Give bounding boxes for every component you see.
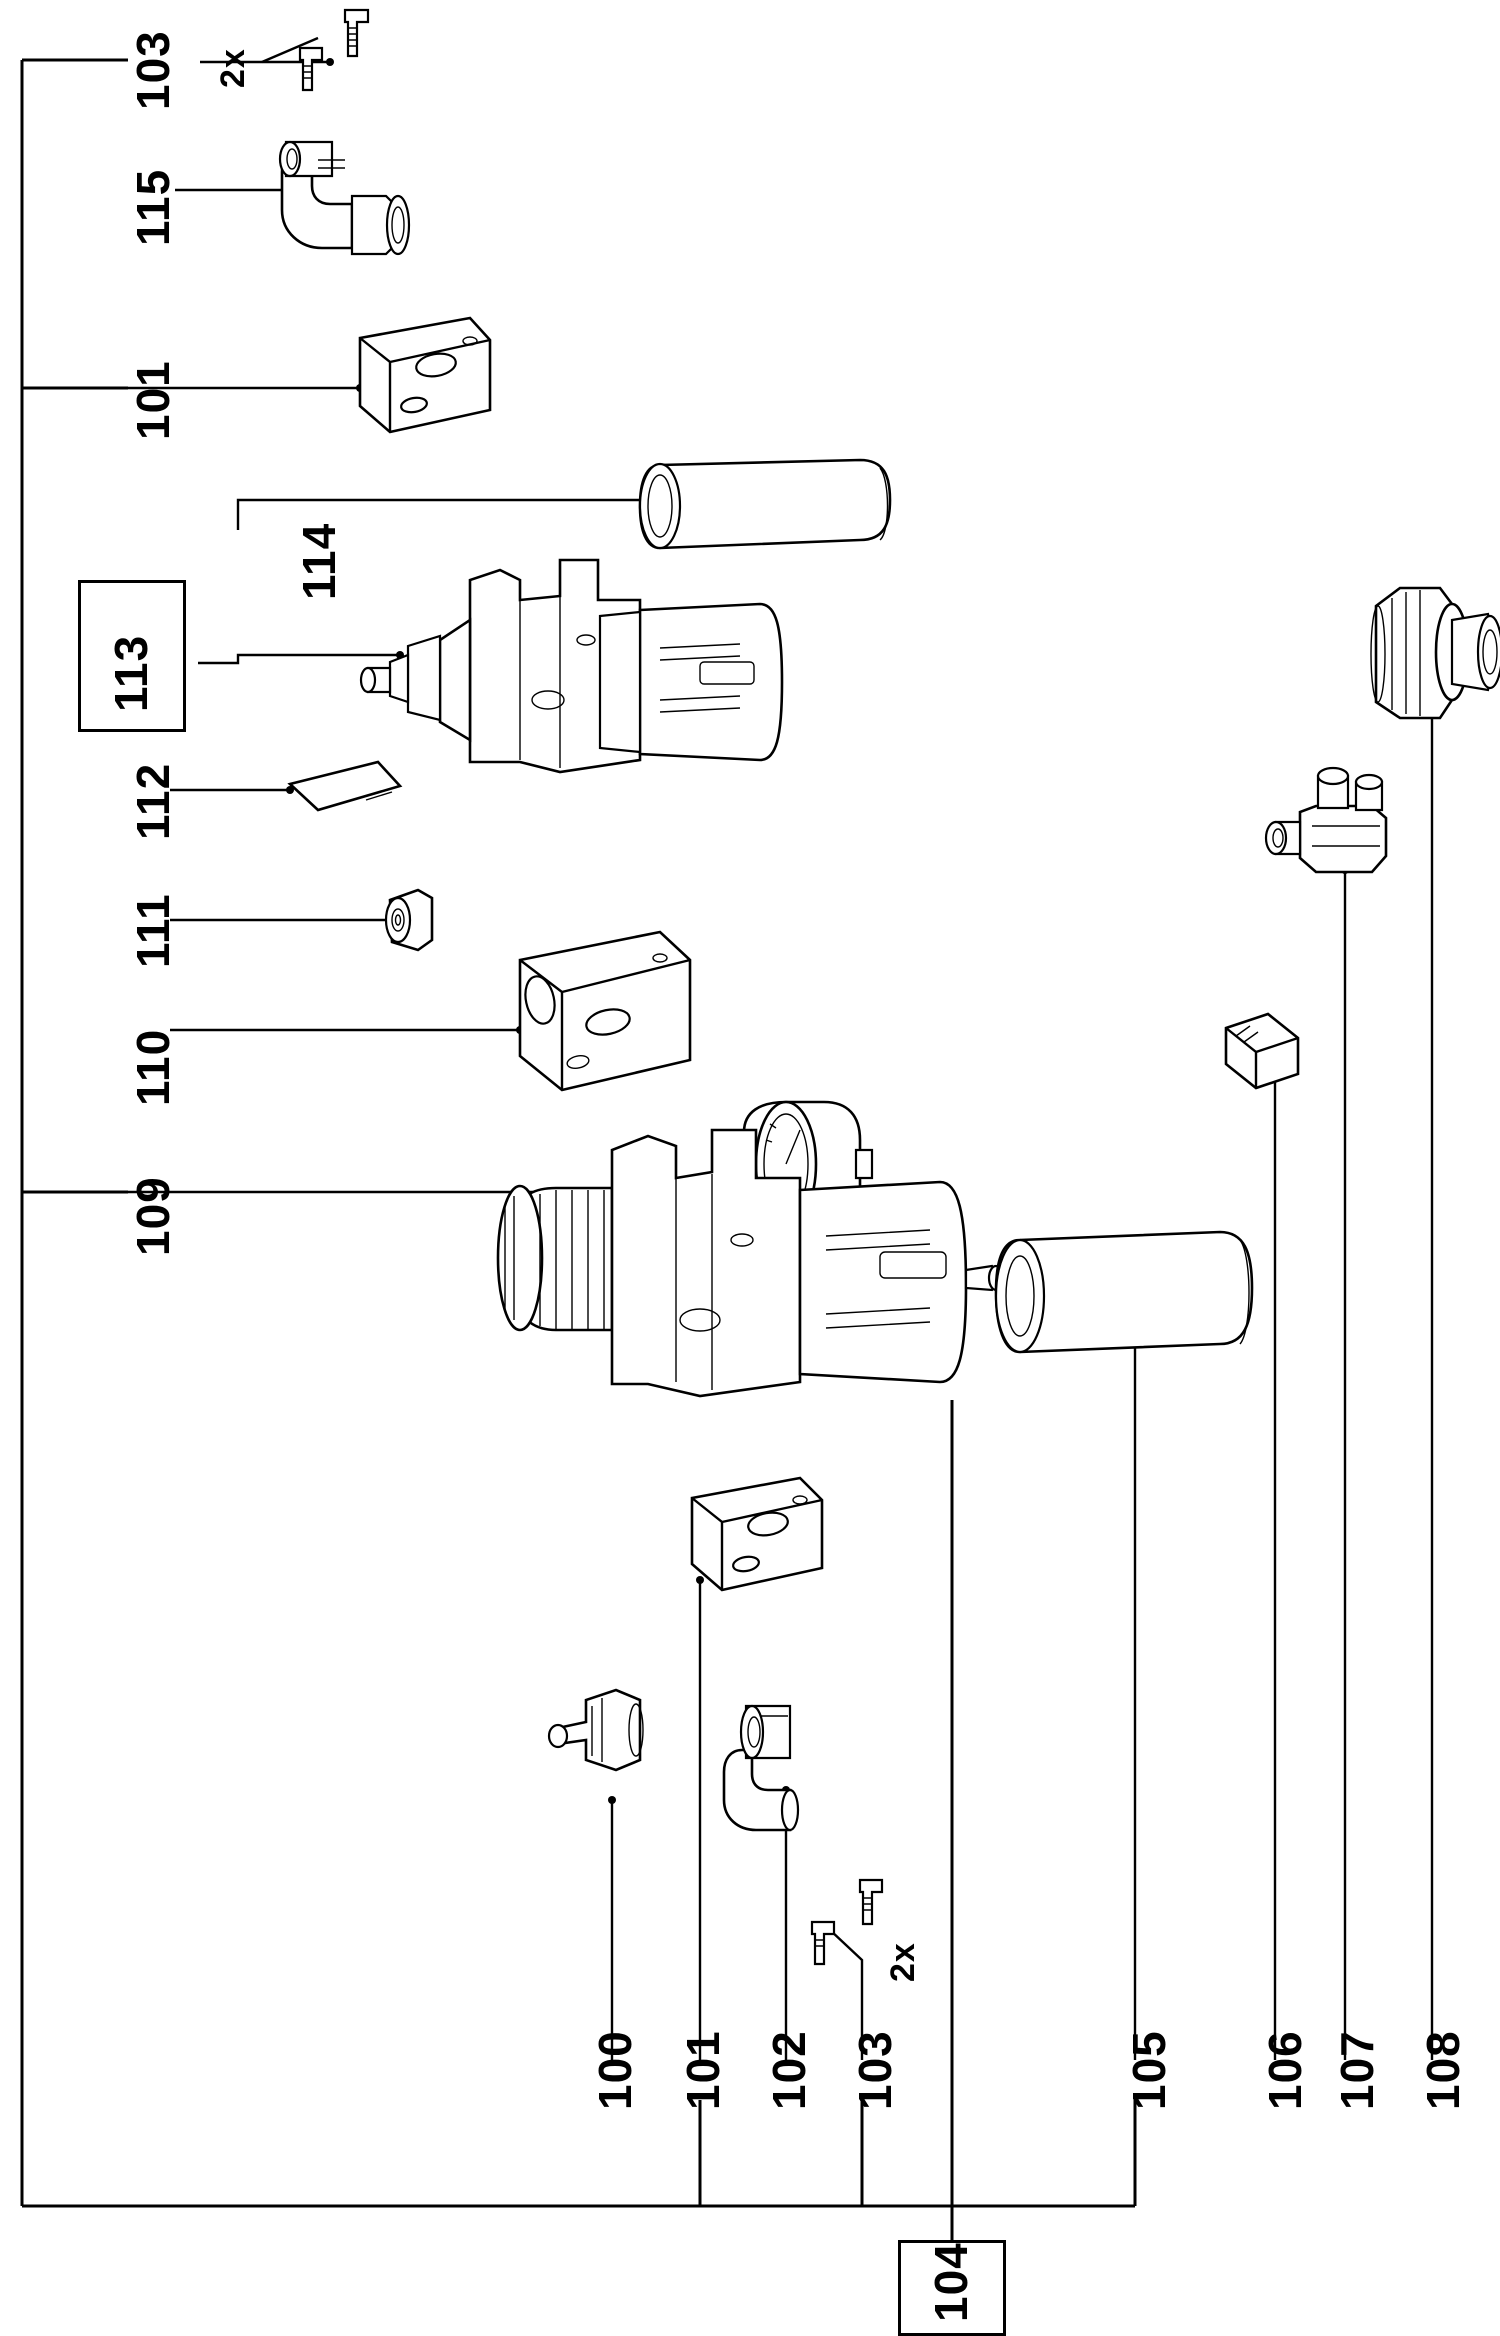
label-105-bottom: 105 — [1123, 2030, 1175, 2110]
label-115: 115 — [127, 168, 179, 246]
art-main-assembly — [498, 1130, 1003, 1396]
label-111: 111 — [127, 893, 179, 968]
art-gauge-109 — [744, 1102, 872, 1226]
art-block-101-top — [360, 318, 490, 432]
label-qty-2x-bottom: 2x — [884, 1942, 922, 1982]
label-110: 110 — [127, 1028, 179, 1106]
art-clip-106 — [1226, 1014, 1298, 1088]
art-tee-107 — [1266, 768, 1386, 872]
label-108-bottom: 108 — [1417, 2030, 1469, 2110]
label-qty-2x-top: 2x — [214, 48, 252, 88]
art-barb-100 — [549, 1690, 643, 1770]
label-101-top: 101 — [127, 360, 179, 440]
label-101-bottom: 101 — [677, 2030, 729, 2110]
art-bowl-guard-105 — [996, 1232, 1252, 1352]
art-bowl-guard-114 — [640, 460, 890, 548]
art-elbow-115 — [280, 142, 409, 254]
art-plate-112 — [290, 762, 400, 810]
art-screw-pair-top — [300, 10, 368, 90]
art-block-110 — [520, 932, 690, 1090]
label-106-bottom: 106 — [1259, 2030, 1311, 2110]
label-104: 104 — [925, 2242, 977, 2322]
art-block-101-lower — [692, 1478, 822, 1590]
art-elbow-102 — [724, 1706, 798, 1830]
label-103-top: 103 — [127, 30, 179, 110]
art-coupler-108 — [1371, 588, 1500, 718]
label-114: 114 — [293, 522, 345, 600]
art-regulator-113 — [361, 560, 782, 772]
label-107-bottom: 107 — [1331, 2030, 1383, 2110]
art-screw-pair-lower — [812, 1880, 882, 1964]
label-112: 112 — [127, 762, 179, 840]
art-plug-111 — [386, 890, 432, 950]
label-100-bottom: 100 — [589, 2030, 641, 2110]
label-109: 109 — [127, 1176, 179, 1256]
label-102-bottom: 102 — [763, 2030, 815, 2110]
label-103-bottom: 103 — [849, 2030, 901, 2110]
label-113: 113 — [105, 634, 157, 712]
